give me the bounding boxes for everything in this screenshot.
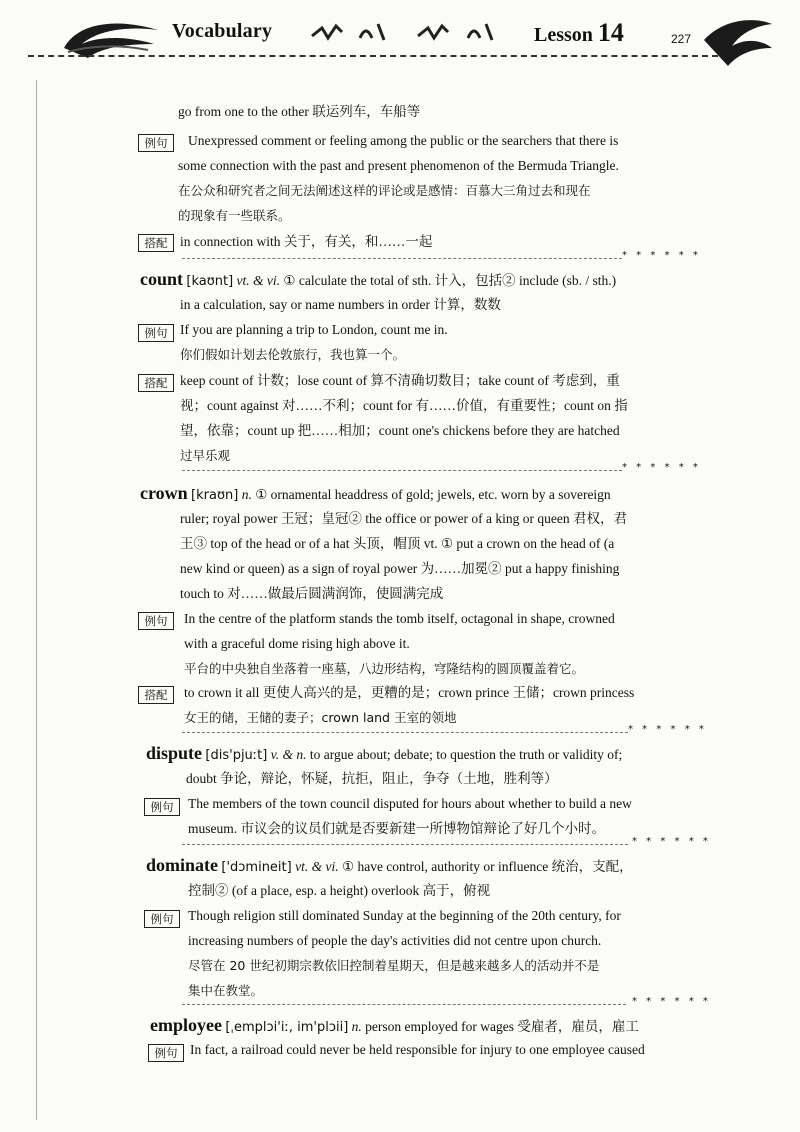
entry-employee-head — [150, 1016, 639, 1037]
example-chinese: 尽管在 20 世纪初期宗教依旧控制着星期天，但是越来越多人的活动并不是 — [188, 958, 600, 973]
collocation-label: 搭配 — [138, 234, 174, 252]
entry-continuation: go from one to the other 联运列车，车船等 — [178, 104, 421, 119]
page-number: 227 — [671, 32, 692, 46]
section-title: Vocabulary — [172, 20, 273, 42]
headword: crown — [140, 483, 188, 503]
collocation-text: in connection with 关于，有关，和……一起 — [180, 234, 433, 249]
entry-separator — [182, 470, 622, 471]
example-label: 例句 — [138, 612, 174, 630]
separator-stars: * * * * * * — [632, 836, 711, 847]
header-divider — [28, 55, 718, 57]
lesson-number: 14 — [597, 18, 624, 47]
example-english: some connection with the past and present phenomenon of the Bermuda Triangle. — [178, 158, 619, 173]
definition: 王③ top of the head or of a hat 头顶，帽顶 vt. ① put a crown on the head of (a — [180, 536, 615, 551]
separator-stars: * * * * * * — [628, 724, 707, 735]
entry-separator — [182, 1004, 626, 1005]
headword: count — [140, 269, 184, 289]
example-english: The members of the town council disputed for hours about whether to build a new — [188, 796, 632, 811]
definition: doubt 争论，辩论，怀疑，抗拒，阻止，争夺（土地，胜利等） — [186, 771, 558, 786]
example-english: with a graceful dome rising high above it. — [184, 636, 410, 651]
phonetic: ['dɔmineit] — [221, 860, 292, 875]
example-chinese: 集中在教堂。 — [188, 983, 264, 998]
headword: employee — [150, 1015, 222, 1035]
part-of-speech: n. — [351, 1019, 362, 1034]
example-chinese: 的现象有一些联系。 — [178, 208, 291, 223]
definition: touch to 对……做最后圆满润饰，使圆满完成 — [180, 586, 444, 601]
part-of-speech: n. — [241, 487, 252, 502]
example-chinese: 你们假如计划去伦敦旅行，我也算一个。 — [180, 347, 406, 362]
collocation-text: 过早乐观 — [180, 448, 231, 463]
lesson-word: Lesson — [534, 24, 593, 46]
phonetic: [kraʊn] — [191, 488, 239, 503]
definition: ruler; royal power 王冠；皇冠② the office or power of a king or queen 君权，君 — [180, 511, 628, 526]
headword: dispute — [146, 743, 203, 763]
example-label: 例句 — [138, 324, 174, 342]
entry-separator — [182, 732, 628, 733]
decorative-sketch-icon — [308, 18, 518, 48]
collocation-label: 搭配 — [138, 686, 174, 704]
example-label: 例句 — [138, 134, 174, 152]
example-label: 例句 — [144, 798, 180, 816]
collocation-text: 女王的储，王储的妻子；crown land 王室的领地 — [184, 710, 457, 725]
entry-crown-head — [140, 484, 611, 505]
example-english: If you are planning a trip to London, count me in. — [180, 322, 448, 337]
definition: in a calculation, say or name numbers in order 计算，数数 — [180, 297, 501, 312]
page-header — [0, 0, 800, 80]
definition: ① have control, authority or influence 统治，支配， — [341, 859, 633, 874]
example-english: Unexpressed comment or feeling among the public or the searchers that there is — [188, 133, 619, 148]
part-of-speech: vt. & vi. — [295, 859, 339, 874]
headword: dominate — [146, 855, 218, 875]
entry-dominate-head — [146, 856, 633, 877]
part-of-speech: vt. & vi. — [236, 273, 281, 288]
definition: new kind or queen) as a sign of royal power 为……加冕② put a happy finishing — [180, 561, 620, 576]
example-chinese: 在公众和研究者之间无法阐述这样的评论或是感情：百慕大三角过去和现在 — [178, 183, 591, 198]
swirl-ornament-icon — [702, 14, 774, 70]
entry-count-head — [140, 270, 616, 291]
collocation-text: to crown it all 更使人高兴的是，更糟的是；crown prince 王储；crown princess — [184, 685, 635, 700]
collocation-text: 望，依靠；count up 把……相加；count one's chickens before they are hatched — [180, 423, 620, 438]
separator-stars: * * * * * * — [622, 462, 701, 473]
phonetic: [dis'pjuːt] — [205, 748, 268, 763]
collocation-text: 视；count against 对……不利；count for 有……价值，有重要性；count on 指 — [180, 398, 628, 413]
example-english: Though religion still dominated Sunday at the beginning of the 20th century, for — [188, 908, 621, 923]
definition: ① ornamental headdress of gold; jewels, etc. worn by a sovereign — [255, 487, 611, 502]
separator-stars: * * * * * * — [632, 996, 711, 1007]
example-english: In fact, a railroad could never be held responsible for injury to one employee caused — [190, 1042, 645, 1057]
definition: to argue about; debate; to question the truth or validity of; — [309, 747, 623, 762]
collocation-text: keep count of 计数；lose count of 算不清确切数目；take count of 考虑到，重 — [180, 373, 620, 388]
entry-separator — [182, 844, 628, 845]
example-chinese: 平台的中央独自坐落着一座墓，八边形结构，穹隆结构的圆顶覆盖着它。 — [184, 661, 585, 676]
phonetic: [kaʊnt] — [186, 274, 234, 289]
part-of-speech: v. & n. — [270, 747, 307, 762]
example-label: 例句 — [148, 1044, 184, 1062]
example-english: In the centre of the platform stands the tomb itself, octagonal in shape, crowned — [184, 611, 615, 626]
example-english: increasing numbers of people the day's activities did not centre upon church. — [188, 933, 602, 948]
definition: ① calculate the total of sth. 计入，包括② include (sb. / sth.) — [283, 273, 617, 288]
entry-separator — [182, 258, 622, 259]
example-english: museum. 市议会的议员们就是否要新建一所博物馆辩论了好几个小时。 — [188, 821, 605, 836]
definition: 控制② (of a place, esp. a height) overlook 高于，俯视 — [188, 883, 491, 898]
example-label: 例句 — [144, 910, 180, 928]
definition: person employed for wages 受雇者，雇员，雇工 — [365, 1019, 639, 1034]
entry-dispute-head — [146, 744, 622, 765]
phonetic: [ˌemplɔi'iː, im'plɔii] — [225, 1020, 349, 1035]
binding-margin-line — [36, 80, 37, 1120]
separator-stars: * * * * * * — [622, 250, 701, 261]
collocation-label: 搭配 — [138, 374, 174, 392]
lesson-label — [534, 18, 624, 48]
